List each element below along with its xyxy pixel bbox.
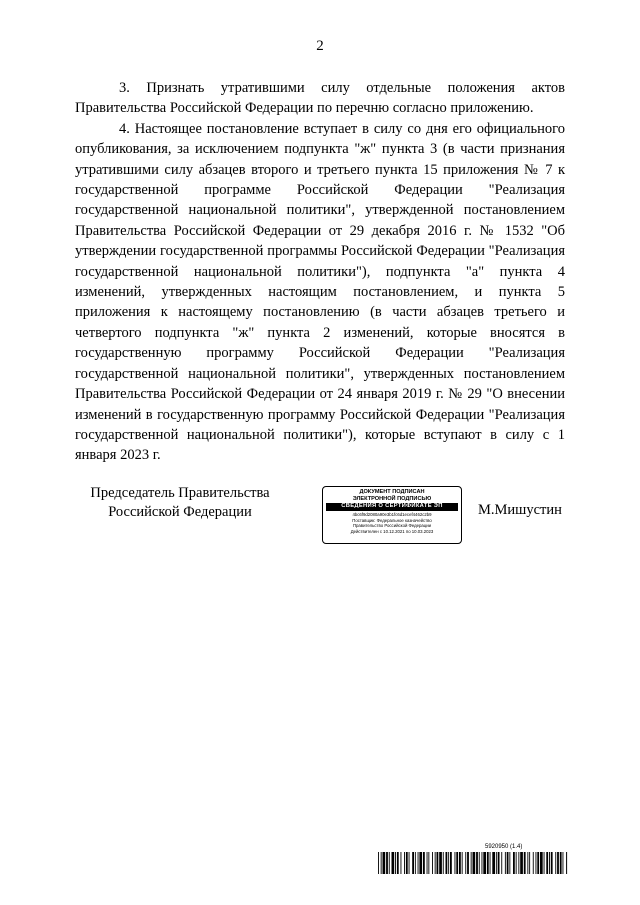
signatory-title-line2: Российской Федерации bbox=[108, 504, 252, 520]
stamp-validity: Действителен с 10.12.2021 по 10.03.2023 bbox=[350, 529, 434, 535]
electronic-signature-stamp bbox=[322, 486, 462, 544]
stamp-serial: 4bc6f9d2080a90e3b1fc6d1ecef4462c2b9 bbox=[352, 511, 432, 517]
paragraph-3: 3. Признать утратившими силу отдельные положения актов Правительства Российской Федерации по перечню согласно приложению. bbox=[75, 80, 565, 117]
stamp-line2: ЭЛЕКТРОННОЙ ПОДПИСЬЮ bbox=[352, 495, 432, 502]
document-body bbox=[75, 78, 565, 466]
signer-name: М.Мишустин bbox=[478, 502, 562, 518]
stamp-banner: СВЕДЕНИЯ О СЕРТИФИКАТЕ ЭП bbox=[326, 503, 458, 511]
stamp-owner: Правительство Российской Федерации bbox=[352, 523, 432, 529]
signatory-title-line1: Председатель Правительства bbox=[90, 485, 270, 501]
barcode-image bbox=[378, 852, 568, 874]
stamp-issuer: Поставщик: Федеральное казначейство bbox=[352, 517, 432, 523]
barcode-label: 5920950 (1.4) bbox=[485, 844, 523, 850]
signatory-title bbox=[75, 484, 285, 522]
page-number: 2 bbox=[316, 38, 324, 54]
stamp-line1: ДОКУМЕНТ ПОДПИСАН bbox=[359, 489, 425, 495]
paragraph-4: 4. Настоящее постановление вступает в силу со дня его официального опубликования, за исключением подпункта "ж" пункта 3 (в части признания утратившими силу абзацев второго и третьего пункта 15 приложения № 7 к государственной программе Российской Федерации "Реализация государственной национальной политики", утвержденной постановлением Правительства Российской Федерации от 29 декабря 2016 г. № 1532 "Об утверждении государственной программы Российской Федерации "Реализация государственной национальной политики"), подпункта "а" пункта 4 изменений, утвержденных настоящим постановлением, и пункта 5 приложения к настоящему постановлению (в части абзацев третьего и четвертого подпункта "ж" пункта 2 изменений, которые вносятся в государственную программу Российской Федерации "Реализация государственной национальной политики", утвержденных постановлением Правительства Российской Федерации от 24 января 2019 г. № 29 "О внесении изменений в государственную программу Российской Федерации "Реализация государственной национальной политики"), которые вступают в силу с 1 января 2023 г. bbox=[75, 120, 565, 464]
